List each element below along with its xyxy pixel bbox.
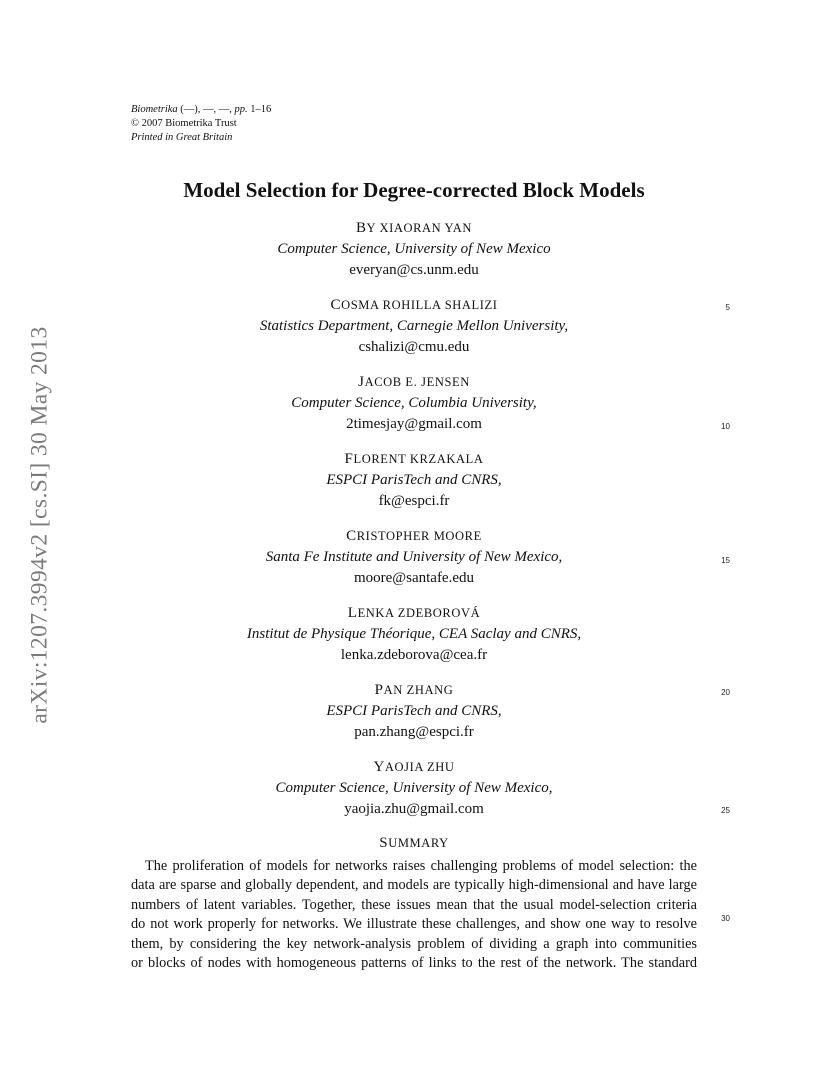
abstract-line: do not work properly for networks. We illustrate these challenges, and show one way to resolve — [131, 916, 697, 933]
author-name: PAN ZHANG — [374, 682, 454, 698]
author-name — [0, 218, 828, 239]
author-affiliation: ESPCI ParisTech and CNRS, — [326, 703, 502, 719]
abstract-line: or blocks of nodes with homogeneous patterns of links to the rest of the network. The standard — [131, 954, 697, 971]
abstract-line: numbers of latent variables. Together, these issues mean that the usual model-selection criteria — [131, 896, 697, 913]
abstract-line: them, by considering the key network-analysis problem of dividing a graph into communities — [131, 935, 697, 952]
by-word: BY — [355, 220, 376, 236]
journal-citation — [131, 103, 271, 117]
summary-heading: SUMMARY — [379, 835, 449, 851]
line-number: 30 — [721, 914, 730, 923]
author-affiliation: ESPCI ParisTech and CNRS, — [326, 472, 502, 488]
journal-copyright: © 2007 Biometrika Trust — [131, 118, 237, 129]
author-email: everyan@cs.unm.edu — [349, 262, 479, 278]
author-block — [0, 449, 828, 512]
arxiv-stamp-text: arXiv:1207.3994v2 [cs.SI] 30 May 2013 — [26, 326, 53, 724]
author-affiliation: Statistics Department, Carnegie Mellon University, — [259, 318, 569, 334]
author-email: fk@espci.fr — [378, 493, 450, 509]
author-email: yaojia.zhu@gmail.com — [344, 801, 484, 817]
journal-header — [131, 103, 271, 145]
author-email: cshalizi@cmu.edu — [358, 339, 470, 355]
author-name: CRISTOPHER MOORE — [346, 528, 482, 544]
author-email: moore@santafe.edu — [353, 570, 474, 586]
author-email: pan.zhang@espci.fr — [354, 724, 474, 740]
author-email: 2timesjay@gmail.com — [346, 416, 482, 432]
line-number: 5 — [725, 303, 730, 312]
author-block — [0, 603, 828, 666]
author-affiliation: Santa Fe Institute and University of New Mexico, — [265, 549, 563, 565]
author-name: YAOJIA ZHU — [373, 759, 455, 775]
author-affiliation: Computer Science, Columbia University, — [291, 395, 537, 411]
author-block — [0, 218, 828, 281]
abstract-line: The proliferation of models for networks raises challenging problems of model selection: the — [145, 858, 697, 874]
author-name: FLORENT KRZAKALA — [344, 451, 484, 467]
author-email: lenka.zdeborova@cea.fr — [340, 647, 488, 663]
line-number: 25 — [721, 806, 730, 815]
abstract-text — [131, 857, 697, 973]
author-name: LENKA ZDEBOROVÁ — [347, 605, 481, 621]
journal-volume: (—), —, —, — [177, 104, 235, 115]
journal-pp: pp. — [234, 104, 248, 115]
line-number: 20 — [721, 688, 730, 697]
author-name-text: XIAORAN YAN — [379, 221, 473, 235]
line-number: 10 — [721, 422, 730, 431]
author-name: COSMA ROHILLA SHALIZI — [330, 297, 498, 313]
author-affiliation: Computer Science, University of New Mexico — [277, 241, 551, 257]
line-number: 15 — [721, 556, 730, 565]
journal-printed: Printed in Great Britain — [131, 132, 233, 143]
author-affiliation: Institut de Physique Théorique, CEA Saclay and CNRS, — [246, 626, 582, 642]
author-name: JACOB E. JENSEN — [358, 374, 470, 390]
journal-name: Biometrika — [131, 104, 178, 115]
journal-pages: 1–16 — [247, 104, 272, 115]
abstract-line: data are sparse and globally dependent, and models are typically high-dimensional and have large — [131, 877, 697, 894]
paper-title: Model Selection for Degree-corrected Block Models — [183, 178, 645, 202]
author-affiliation: Computer Science, University of New Mexico, — [275, 780, 553, 796]
